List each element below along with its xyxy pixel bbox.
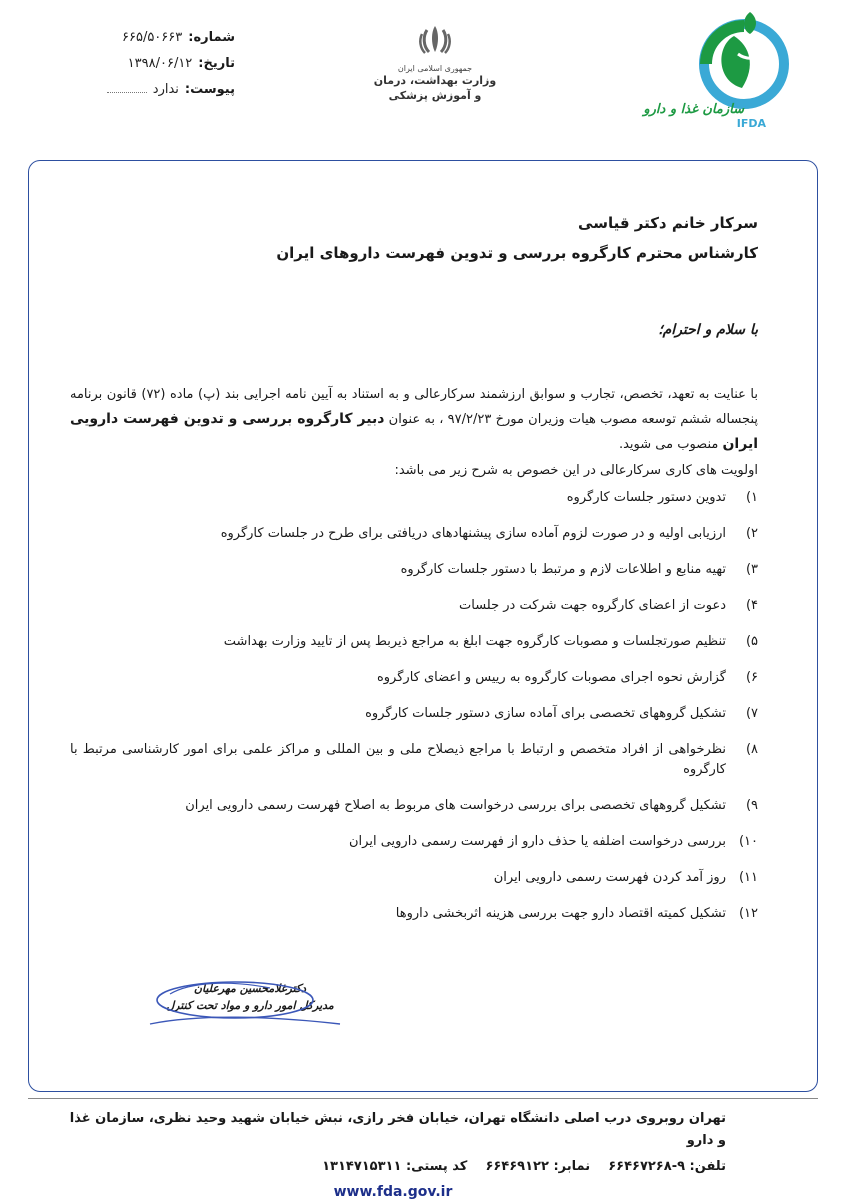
footer-postal: کد پستی: ۱۳۱۴۷۱۵۳۱۱	[322, 1159, 468, 1174]
letter-body	[70, 210, 758, 940]
attachment-label: پیوست:	[184, 82, 235, 97]
footer-divider	[28, 1098, 818, 1099]
signature-block	[150, 982, 350, 1012]
appointment-position: دبیر کارگروه بررسی و تدوین فهرست دارویی ایران	[70, 411, 758, 452]
ministry-line-1: وزارت بهداشت، درمان	[373, 74, 497, 87]
signer-name: دکترغلامحسین مهرعلیان	[193, 982, 307, 995]
list-item	[70, 868, 758, 888]
list-item	[70, 560, 758, 580]
item-number: ۱۰)	[738, 834, 758, 849]
greeting: با سلام و احترام؛	[658, 322, 758, 338]
item-number: ۲)	[745, 526, 758, 541]
attachment-dots	[107, 82, 147, 93]
item-number: ۱)	[745, 490, 758, 505]
list-item	[70, 632, 758, 652]
number-value: ۶۶۵/۵۰۶۶۳	[122, 30, 183, 45]
item-text: تشکیل گروههای تخصصی برای آماده سازی دستور جلسات کارگروه	[365, 706, 726, 721]
item-number: ۱۲)	[738, 906, 758, 921]
ministry-emblem	[355, 22, 515, 103]
list-item	[70, 832, 758, 852]
list-item	[70, 796, 758, 816]
date-value: ۱۳۹۸/۰۶/۱۲	[127, 56, 193, 71]
item-text: تدوین دستور جلسات کارگروه	[566, 490, 726, 505]
item-text: گزارش نحوه اجرای مصوبات کارگروه به رییس و اعضای کارگروه	[376, 670, 726, 685]
number-row	[90, 30, 235, 56]
list-item	[70, 704, 758, 724]
ifda-logo	[643, 6, 806, 136]
ministry-line-2: و آموزش پزشکی	[388, 89, 482, 102]
item-number: ۵)	[745, 634, 758, 649]
footer-fax: نمابر: ۶۶۴۶۹۱۲۲	[485, 1159, 591, 1174]
list-item	[70, 596, 758, 616]
priorities-list	[70, 488, 758, 924]
attachment-value: ندارد	[152, 82, 179, 97]
item-text: بررسی درخواست اضلفه یا حذف دارو از فهرست رسمی دارویی ایران	[349, 834, 726, 849]
item-number: ۷)	[745, 706, 758, 721]
item-number: ۳)	[745, 562, 758, 577]
item-text: تشکیل گروههای تخصصی برای بررسی درخواست های مربوط به اصلاح فهرست رسمی دارویی ایران	[185, 798, 726, 813]
signature-scribble-icon	[140, 974, 360, 1034]
recipient-name: سرکار خانم دکتر قیاسی	[578, 214, 758, 232]
item-text: ارزیابی اولیه و در صورت لزوم آماده سازی پیشنهادهای دریافتی برای طرح در جلسات کارگروه	[220, 526, 726, 541]
list-item	[70, 488, 758, 508]
list-item	[70, 524, 758, 544]
appointment-paragraph	[70, 382, 758, 457]
item-text: تشکیل کمیته اقتصاد دارو جهت بررسی هزینه اثربخشی داروها	[395, 906, 726, 921]
item-text: تهیه منابع و اطلاعات لازم و مرتبط با دستور جلسات کارگروه	[400, 562, 726, 577]
recipient-title: کارشناس محترم کارگروه بررسی و تدوین فهرست داروهای ایران	[276, 244, 758, 262]
signer-title: مدیرکل امور دارو و مواد تحت کنترل	[166, 999, 334, 1012]
letter-meta	[90, 30, 235, 108]
item-text: روز آمد کردن فهرست رسمی دارویی ایران	[493, 870, 726, 885]
footer-website-link[interactable]: www.fda.gov.ir	[333, 1184, 453, 1200]
footer	[60, 1108, 726, 1200]
attachment-row	[90, 82, 235, 108]
ifda-latin-name: IFDA	[736, 117, 766, 130]
item-text: تنظیم صورتجلسات و مصوبات کارگروه جهت ابلغ به مراجع ذیربط پس از تایید وزارت بهداشت	[223, 634, 726, 649]
appointment-text-2: منصوب می شوید.	[618, 437, 719, 452]
item-number: ۱۱)	[738, 870, 758, 885]
item-number: ۸)	[745, 742, 758, 757]
list-item	[70, 668, 758, 688]
list-item	[70, 904, 758, 924]
national-emblem-icon	[417, 22, 453, 58]
item-number: ۴)	[745, 598, 758, 613]
priorities-intro: اولویت های کاری سرکارعالی در این خصوص به شرح زیر می باشد:	[394, 463, 758, 478]
appointment-text-1: با عنایت به تعهد، تخصص، تجارب و سوابق ارزشمند سرکارعالی و به استناد به آیین نامه اجرایی بند (پ) ماده (۷۲) قانون برنامه پنجساله ششم توسعه مصوب هیات وزیران مورخ ۹۷/۲/۲۳ ، به عنوان	[70, 387, 758, 427]
ifda-persian-name: سازمان غذا و دارو	[643, 102, 744, 117]
item-text: دعوت از اعضای کارگروه جهت شرکت در جلسات	[459, 598, 726, 613]
footer-phone: تلفن: ۹-۶۶۴۶۷۲۶۸	[608, 1159, 726, 1174]
item-number: ۹)	[745, 798, 758, 813]
item-number: ۶)	[745, 670, 758, 685]
republic-label: جمهوری اسلامی ایران	[397, 64, 473, 73]
list-item	[70, 740, 758, 780]
footer-address: تهران روبروی درب اصلی دانشگاه تهران، خیابان فخر رازی، نبش خیابان شهید وحید نظری، سازمان غذا و دارو	[69, 1111, 726, 1148]
number-label: شماره:	[188, 30, 235, 45]
footer-contact	[60, 1156, 726, 1178]
date-label: تاریخ:	[198, 56, 235, 71]
date-row	[90, 56, 235, 82]
item-text: نظرخواهی از افراد متخصص و ارتباط با مراجع ذیصلاح ملی و بین المللی و مراکز علمی برای امور کارشناسی مرتبط با کارگروه	[70, 742, 726, 777]
